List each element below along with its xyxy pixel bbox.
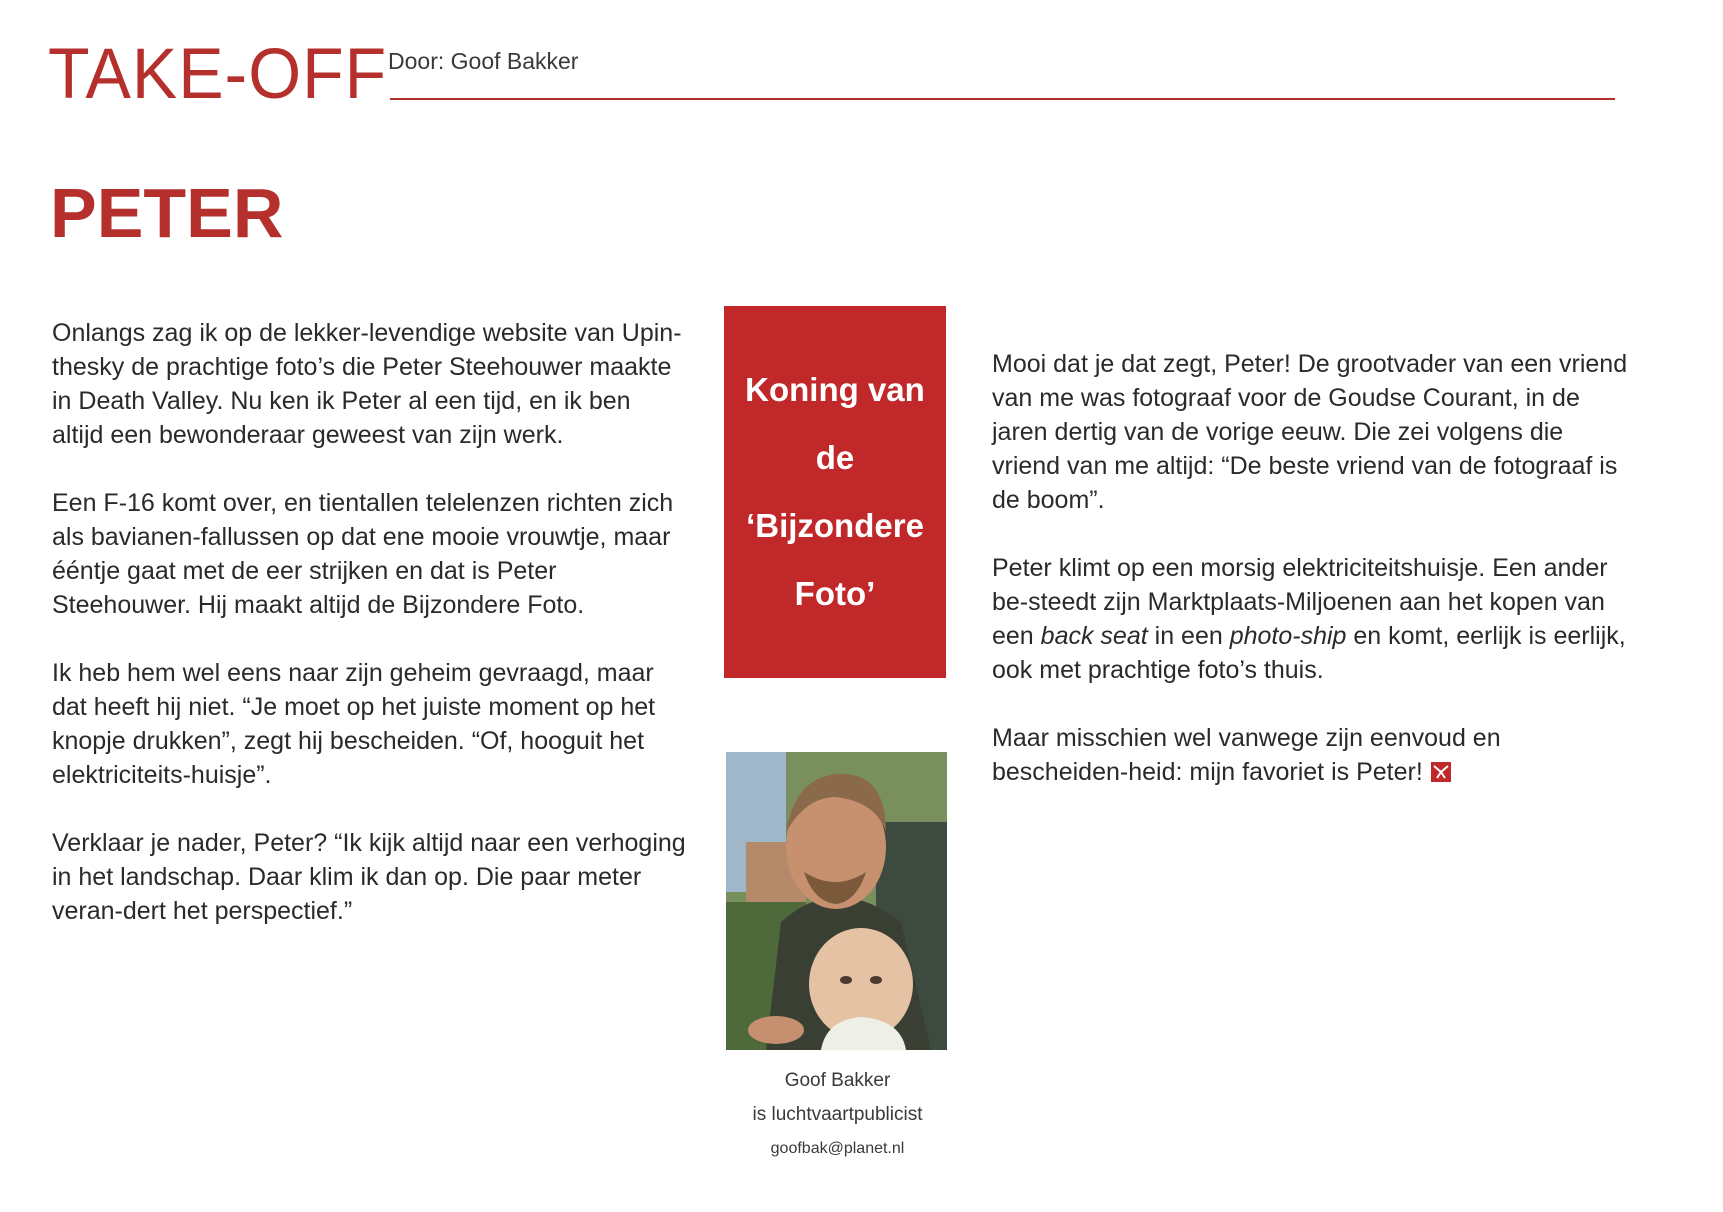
italic-run: back seat	[1040, 622, 1148, 650]
paragraph: Mooi dat je dat zegt, Peter! De grootvader van een vriend van me was fotograaf voor de Goudse Courant, in de jaren dertig van de vorige eeuw. Die zei volgens die vriend van me altijd: “De beste vriend van de fotograaf is de boom”.	[992, 350, 1628, 514]
text-run: in een	[1147, 622, 1230, 650]
header-rule	[390, 98, 1615, 100]
pull-quote-box	[724, 306, 946, 678]
paragraph: Onlangs zag ik op de lekker-levendige website van Upin-thesky de prachtige foto’s die Peter Steehouwer maakte in Death Valley. Nu ken ik Peter al een tijd, en ik ben altijd een bewonderaar geweest van zijn werk.	[52, 319, 682, 449]
end-mark-icon	[1431, 762, 1451, 782]
right-column	[992, 347, 1632, 823]
section-title: TAKE-OFF	[48, 34, 388, 114]
paragraph: Verklaar je nader, Peter? “Ik kijk altijd naar een verhoging in het landschap. Daar klim ik dan op. Die paar meter veran-dert het perspectief.”	[52, 829, 686, 925]
author-caption	[700, 1064, 975, 1166]
byline: Door: Goof Bakker	[388, 48, 579, 74]
article-title: PETER	[50, 174, 284, 252]
author-photo	[726, 752, 947, 1050]
italic-run: photo-ship	[1229, 622, 1347, 650]
author-email: goofbak@planet.nl	[770, 1140, 905, 1157]
text-run: Peter klimt op een morsig elektriciteitshuisje. Een ander be-steedt zijn Marktplaats-Miljoenen aan het kopen van een	[992, 554, 1608, 650]
text-run: en komt, eerlijk is eerlijk, ook met prachtige foto’s thuis.	[992, 622, 1626, 684]
author-role: is luchtvaartpublicist	[752, 1104, 923, 1125]
paragraph: Ik heb hem wel eens naar zijn geheim gevraagd, maar dat heeft hij niet. “Je moet op het juiste moment op het knopje drukken”, zegt hij bescheiden. “Of, hooguit het elektriciteits-huisje”.	[52, 659, 656, 789]
author-photo-illustration	[726, 752, 947, 1050]
paragraph	[992, 551, 1632, 687]
text-run: Maar misschien wel vanwege zijn eenvoud en bescheiden-heid: mijn favoriet is Peter!	[992, 724, 1501, 786]
author-name: Goof Bakker	[784, 1070, 891, 1091]
paragraph: Een F-16 komt over, en tientallen telelenzen richten zich als bavianen-fallussen op dat ene mooie vrouwtje, maar ééntje gaat met de eer strijken en dat is Peter Steehouwer. Hij maakt altijd de Bijzondere Foto.	[52, 489, 674, 619]
pull-quote-text: Koning van de ‘Bijzondere Foto’	[745, 371, 925, 612]
left-column	[52, 316, 687, 962]
paragraph	[992, 721, 1632, 789]
